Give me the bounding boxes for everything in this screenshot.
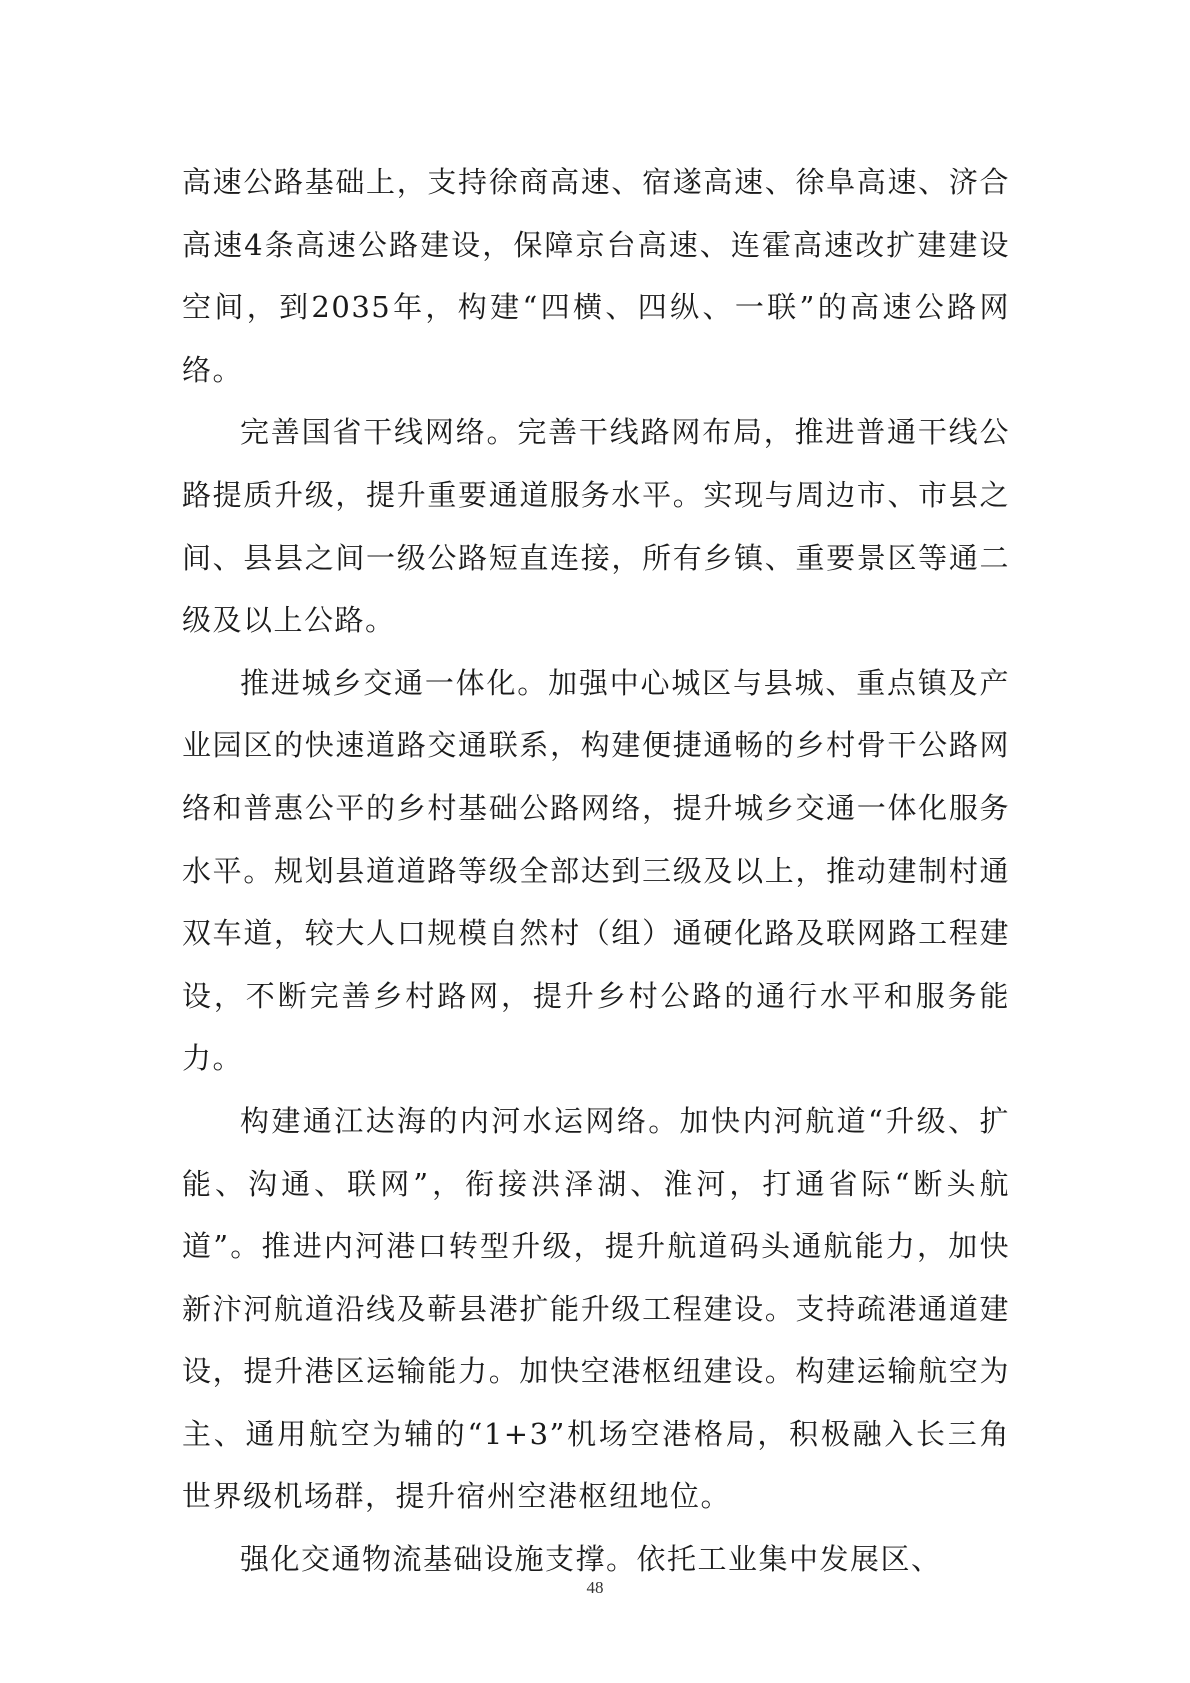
paragraph-inland-waterway: [182, 1090, 1010, 1528]
paragraph-lead: 推进城乡交通一体化。: [240, 665, 549, 700]
paragraph-lead: 强化交通物流基础设施支撑。: [240, 1542, 637, 1577]
body-text: [182, 151, 1010, 1591]
paragraph-text-airport: 构建运输航空为主、通用航空为辅的“1+3”机场空港格局，积极融入长三角世界级机场群，提升宿州空港枢纽地位。: [182, 1354, 1010, 1514]
paragraph-lead: 完善国省干线网络。: [240, 415, 518, 450]
paragraph-text: 完善干线路网布局，推进普通干线公路提质升级，提升重要通道服务水平。实现与周边市、市县之间、县县之间一级公路短直连接，所有乡镇、重要景区等通二级及以上公路。: [182, 415, 1010, 638]
paragraph-text: 依托工业集中发展区、: [636, 1542, 942, 1577]
paragraph-trunk-network: [182, 401, 1010, 651]
paragraph-urban-rural-integration: [182, 652, 1010, 1090]
paragraph-text: 加快内河航道“升级、扩能、沟通、联网”，衔接洪泽湖、淮河，打通省际“断头航道”。推进内河港口转型升级，提升航道码头通航能力，加快新汴河航道沿线及蕲县港扩能升级工程建设。支持疏港通道建设，提升港区运输能力。: [182, 1103, 1010, 1389]
paragraph-lead-airport: 加快空港枢纽建设。: [519, 1354, 796, 1389]
paragraph-text: 加强中心城区与县城、重点镇及产业园区的快速道路交通联系，构建便捷通畅的乡村骨干公路网络和普惠公平的乡村基础公路网络，提升城乡交通一体化服务水平。规划县道道路等级全部达到三级及以上，推动建制村通双车道，较大人口规模自然村（组）通硬化路及联网路工程建设，不断完善乡村路网，提升乡村公路的通行水平和服务能力。: [182, 665, 1010, 1076]
paragraph-text: 高速公路基础上，支持徐商高速、宿遂高速、徐阜高速、济合高速4条高速公路建设，保障京台高速、连霍高速改扩建建设空间，到2035年，构建“四横、四纵、一联”的高速公路网络。: [182, 165, 1010, 387]
paragraph-lead: 构建通江达海的内河水运网络。: [240, 1103, 680, 1138]
paragraph-expressway-network: [182, 151, 1010, 401]
page-number: 48: [586, 1578, 604, 1597]
